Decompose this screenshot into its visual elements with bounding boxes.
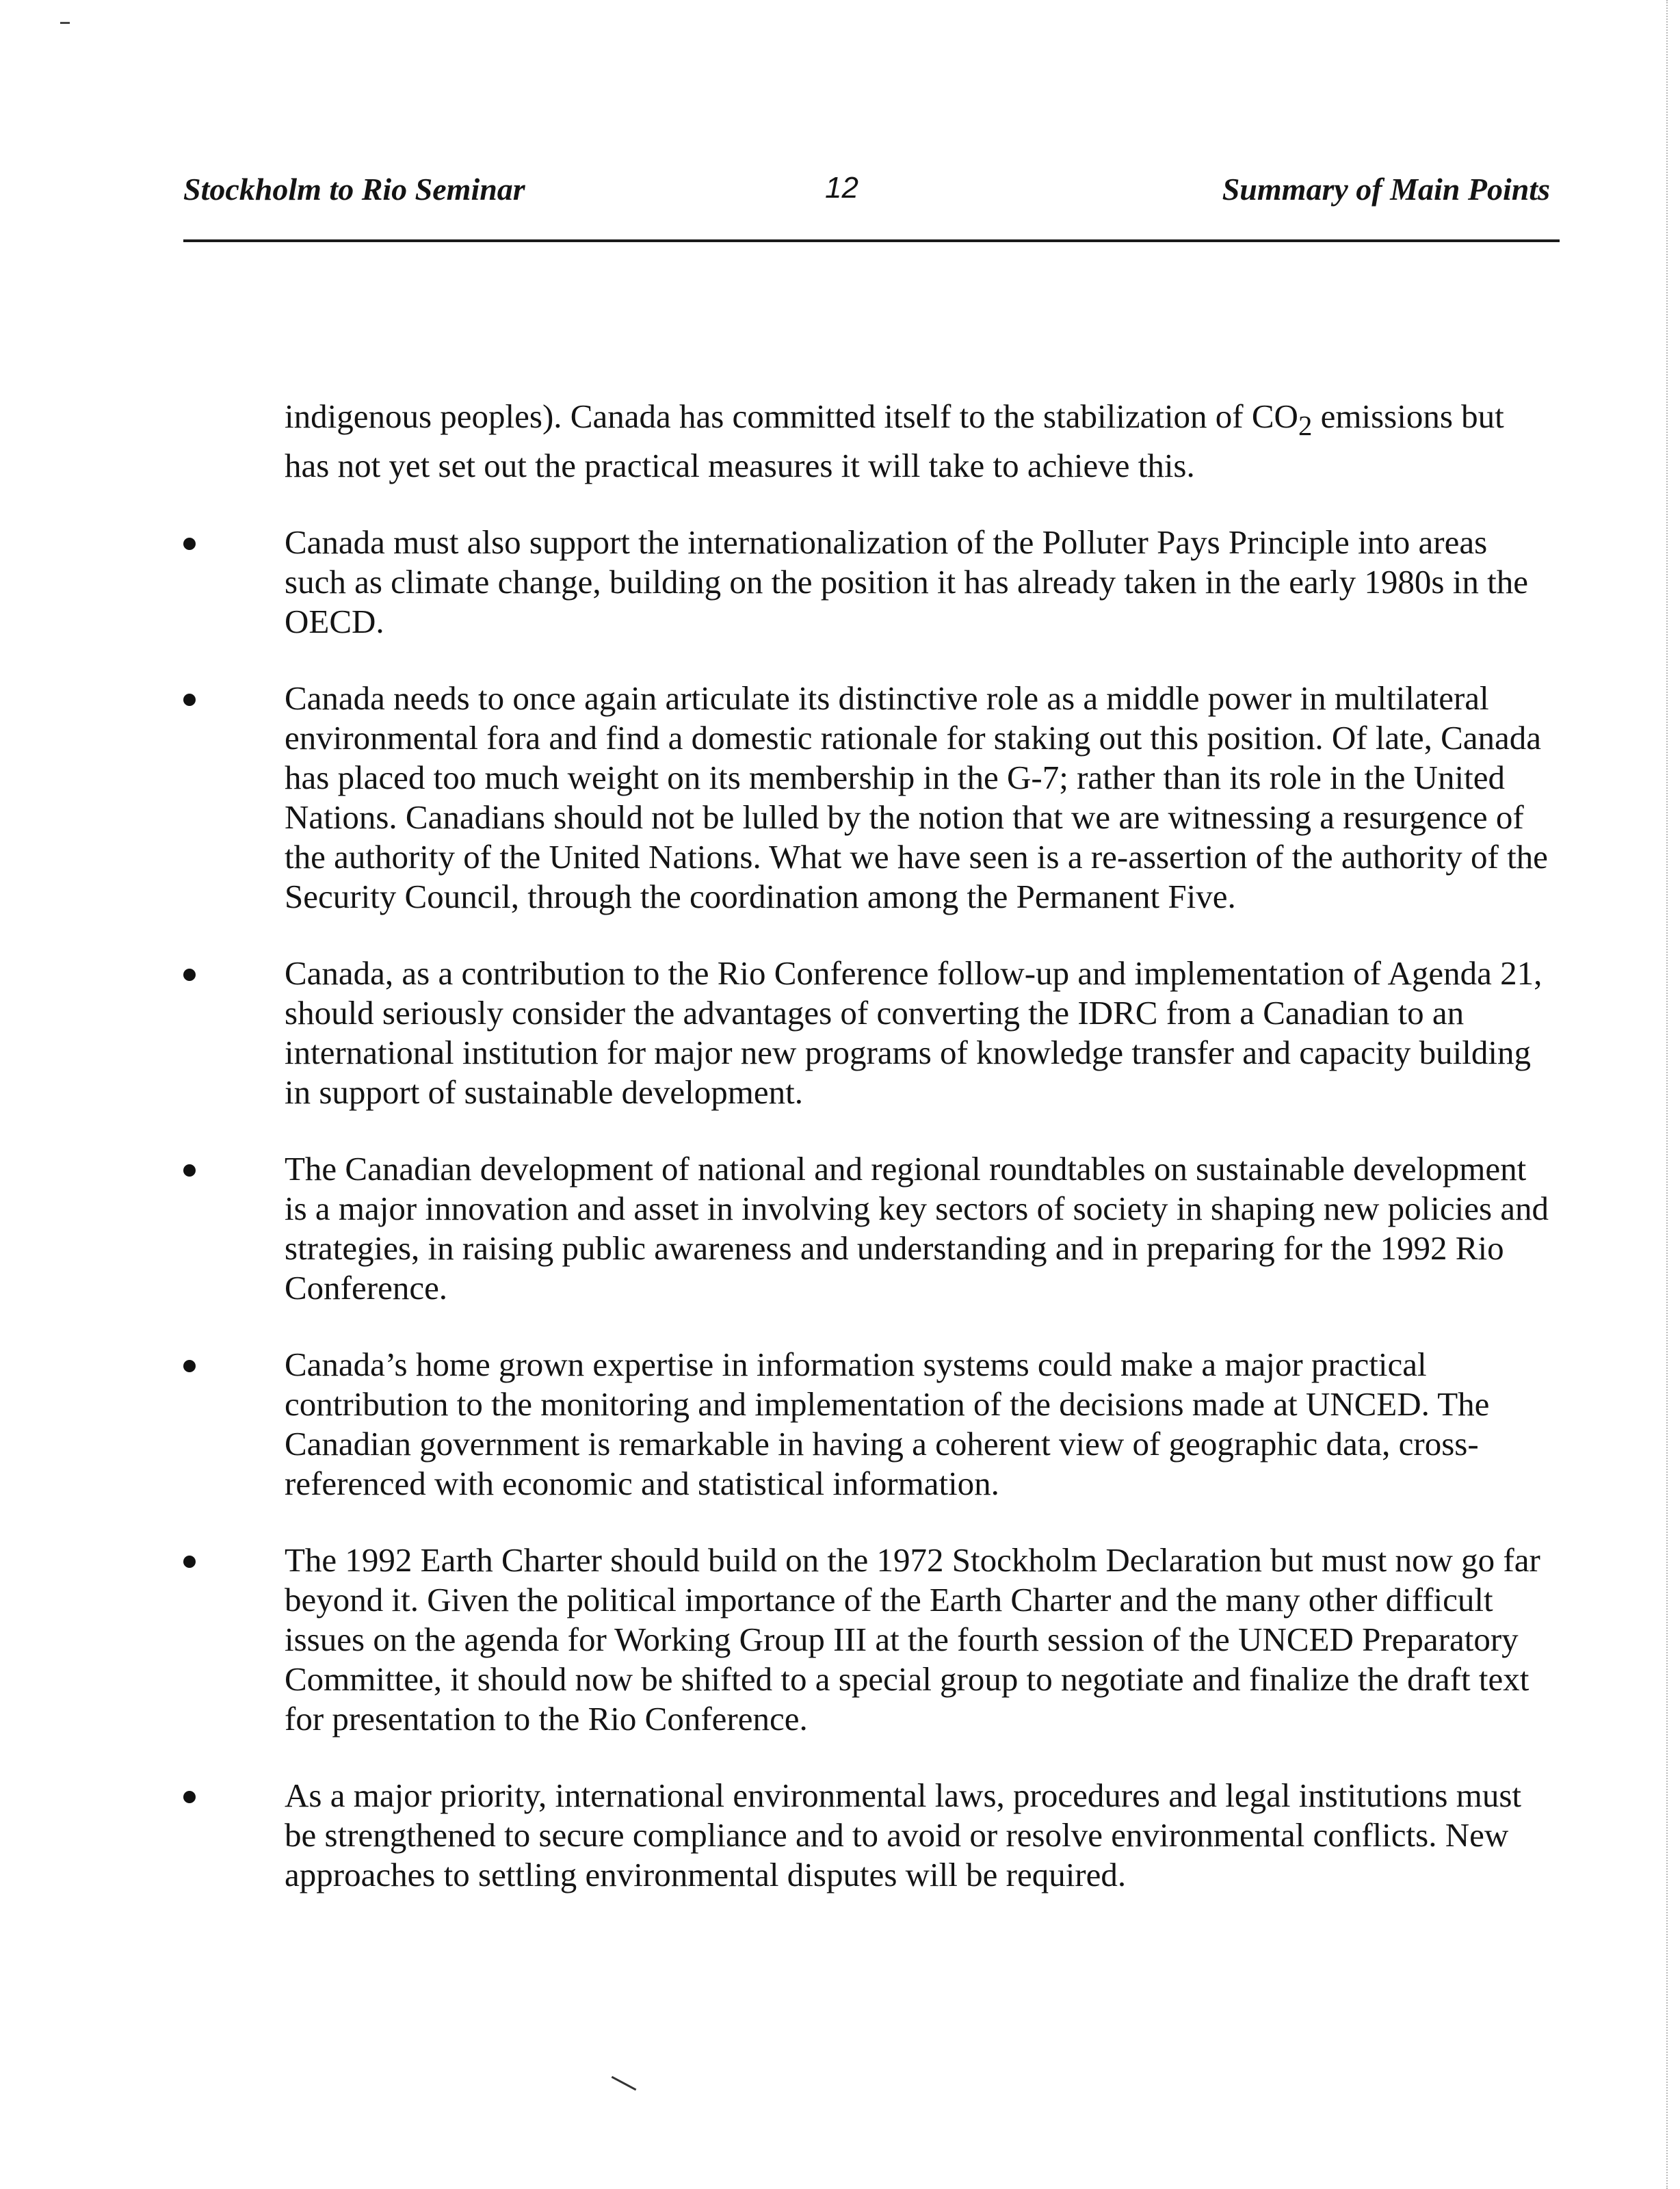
bullet-text: Canada needs to once again articulate its distinctive role as a middle power in multilateral environmental fora and find a domestic rationale for staking out this position. Of late, Canada has placed too much weight on its membership in the G-7; rather than its role in the United Nations. Canadians should not be lulled by the notion that we are witnessing a resurgence of the authority of the United Nations. What we have seen is a re-assertion of the authority of the Security Council, through the coordination among the Permanent Five. — [285, 679, 1548, 915]
page-body — [183, 397, 1551, 1932]
bullet-text: As a major priority, international environmental laws, procedures and legal institutions must be strengthened to secure compliance and to avoid or resolve environmental conflicts. New approaches to settling environmental disputes will be required. — [285, 1776, 1522, 1893]
page-number: 12 — [825, 171, 858, 205]
bullet-icon — [183, 969, 196, 981]
bullet-icon — [183, 694, 196, 706]
bullet-icon — [183, 1360, 196, 1372]
bullet-text: The Canadian development of national and regional roundtables on sustainable development is a major innovation and asset in involving key sectors of society in shaping new policies and strategies, in raising public awareness and understanding and in preparing for the 1992 Rio Conference. — [285, 1149, 1549, 1307]
bullet-icon — [183, 1791, 196, 1803]
bullet-item — [183, 1149, 1551, 1308]
scan-edge-artifact — [1665, 0, 1668, 2189]
bullet-text: The 1992 Earth Charter should build on the 1972 Stockholm Declaration but must now go far beyond it. Given the political importance of the Earth Charter and the many other difficult issues on the agenda for Working Group III at the fourth session of the UNCED Preparatory Committee, it should now be shifted to a special group to negotiate and finalize the draft text for presentation to the Rio Conference. — [285, 1541, 1540, 1738]
bullet-item — [183, 1541, 1551, 1739]
bullet-text: Canada must also support the internationalization of the Polluter Pays Principle into areas such as climate change, building on the position it has already taken in the early 1980s in the OECD. — [285, 523, 1528, 640]
scan-artifact — [60, 22, 70, 24]
lead-paragraph — [285, 397, 1551, 486]
bullet-item — [183, 954, 1551, 1112]
bullet-item — [183, 1345, 1551, 1504]
bullet-icon — [183, 1164, 196, 1177]
bullet-text: Canada’s home grown expertise in information systems could make a major practical contribution to the monitoring and implementation of the decisions made at UNCED. The Canadian government is remarkable in having a coherent view of geographic data, cross-referenced with economic and statistical information. — [285, 1345, 1490, 1502]
lead-text-2: emissions but has not yet set out the practical measures it will take to achieve this. — [285, 397, 1504, 484]
header-section: Summary of Main Points — [1222, 172, 1550, 207]
bullet-icon — [183, 538, 196, 550]
bullet-item — [183, 1776, 1551, 1895]
scan-artifact — [612, 2076, 637, 2090]
lead-text-1: indigenous peoples). Canada has committed itself to the stabilization of CO — [285, 397, 1298, 435]
bullet-text: Canada, as a contribution to the Rio Conference follow-up and implementation of Agenda 21, should seriously consider the advantages of converting the IDRC from a Canadian to an international institution for major new programs of knowledge transfer and capacity building in support of sustainable development. — [285, 954, 1543, 1111]
running-header — [183, 163, 1550, 218]
header-rule — [183, 239, 1560, 242]
bullet-icon — [183, 1556, 196, 1568]
co2-subscript: 2 — [1298, 410, 1313, 441]
header-title: Stockholm to Rio Seminar — [183, 172, 525, 207]
bullet-item — [183, 523, 1551, 642]
bullet-item — [183, 679, 1551, 917]
